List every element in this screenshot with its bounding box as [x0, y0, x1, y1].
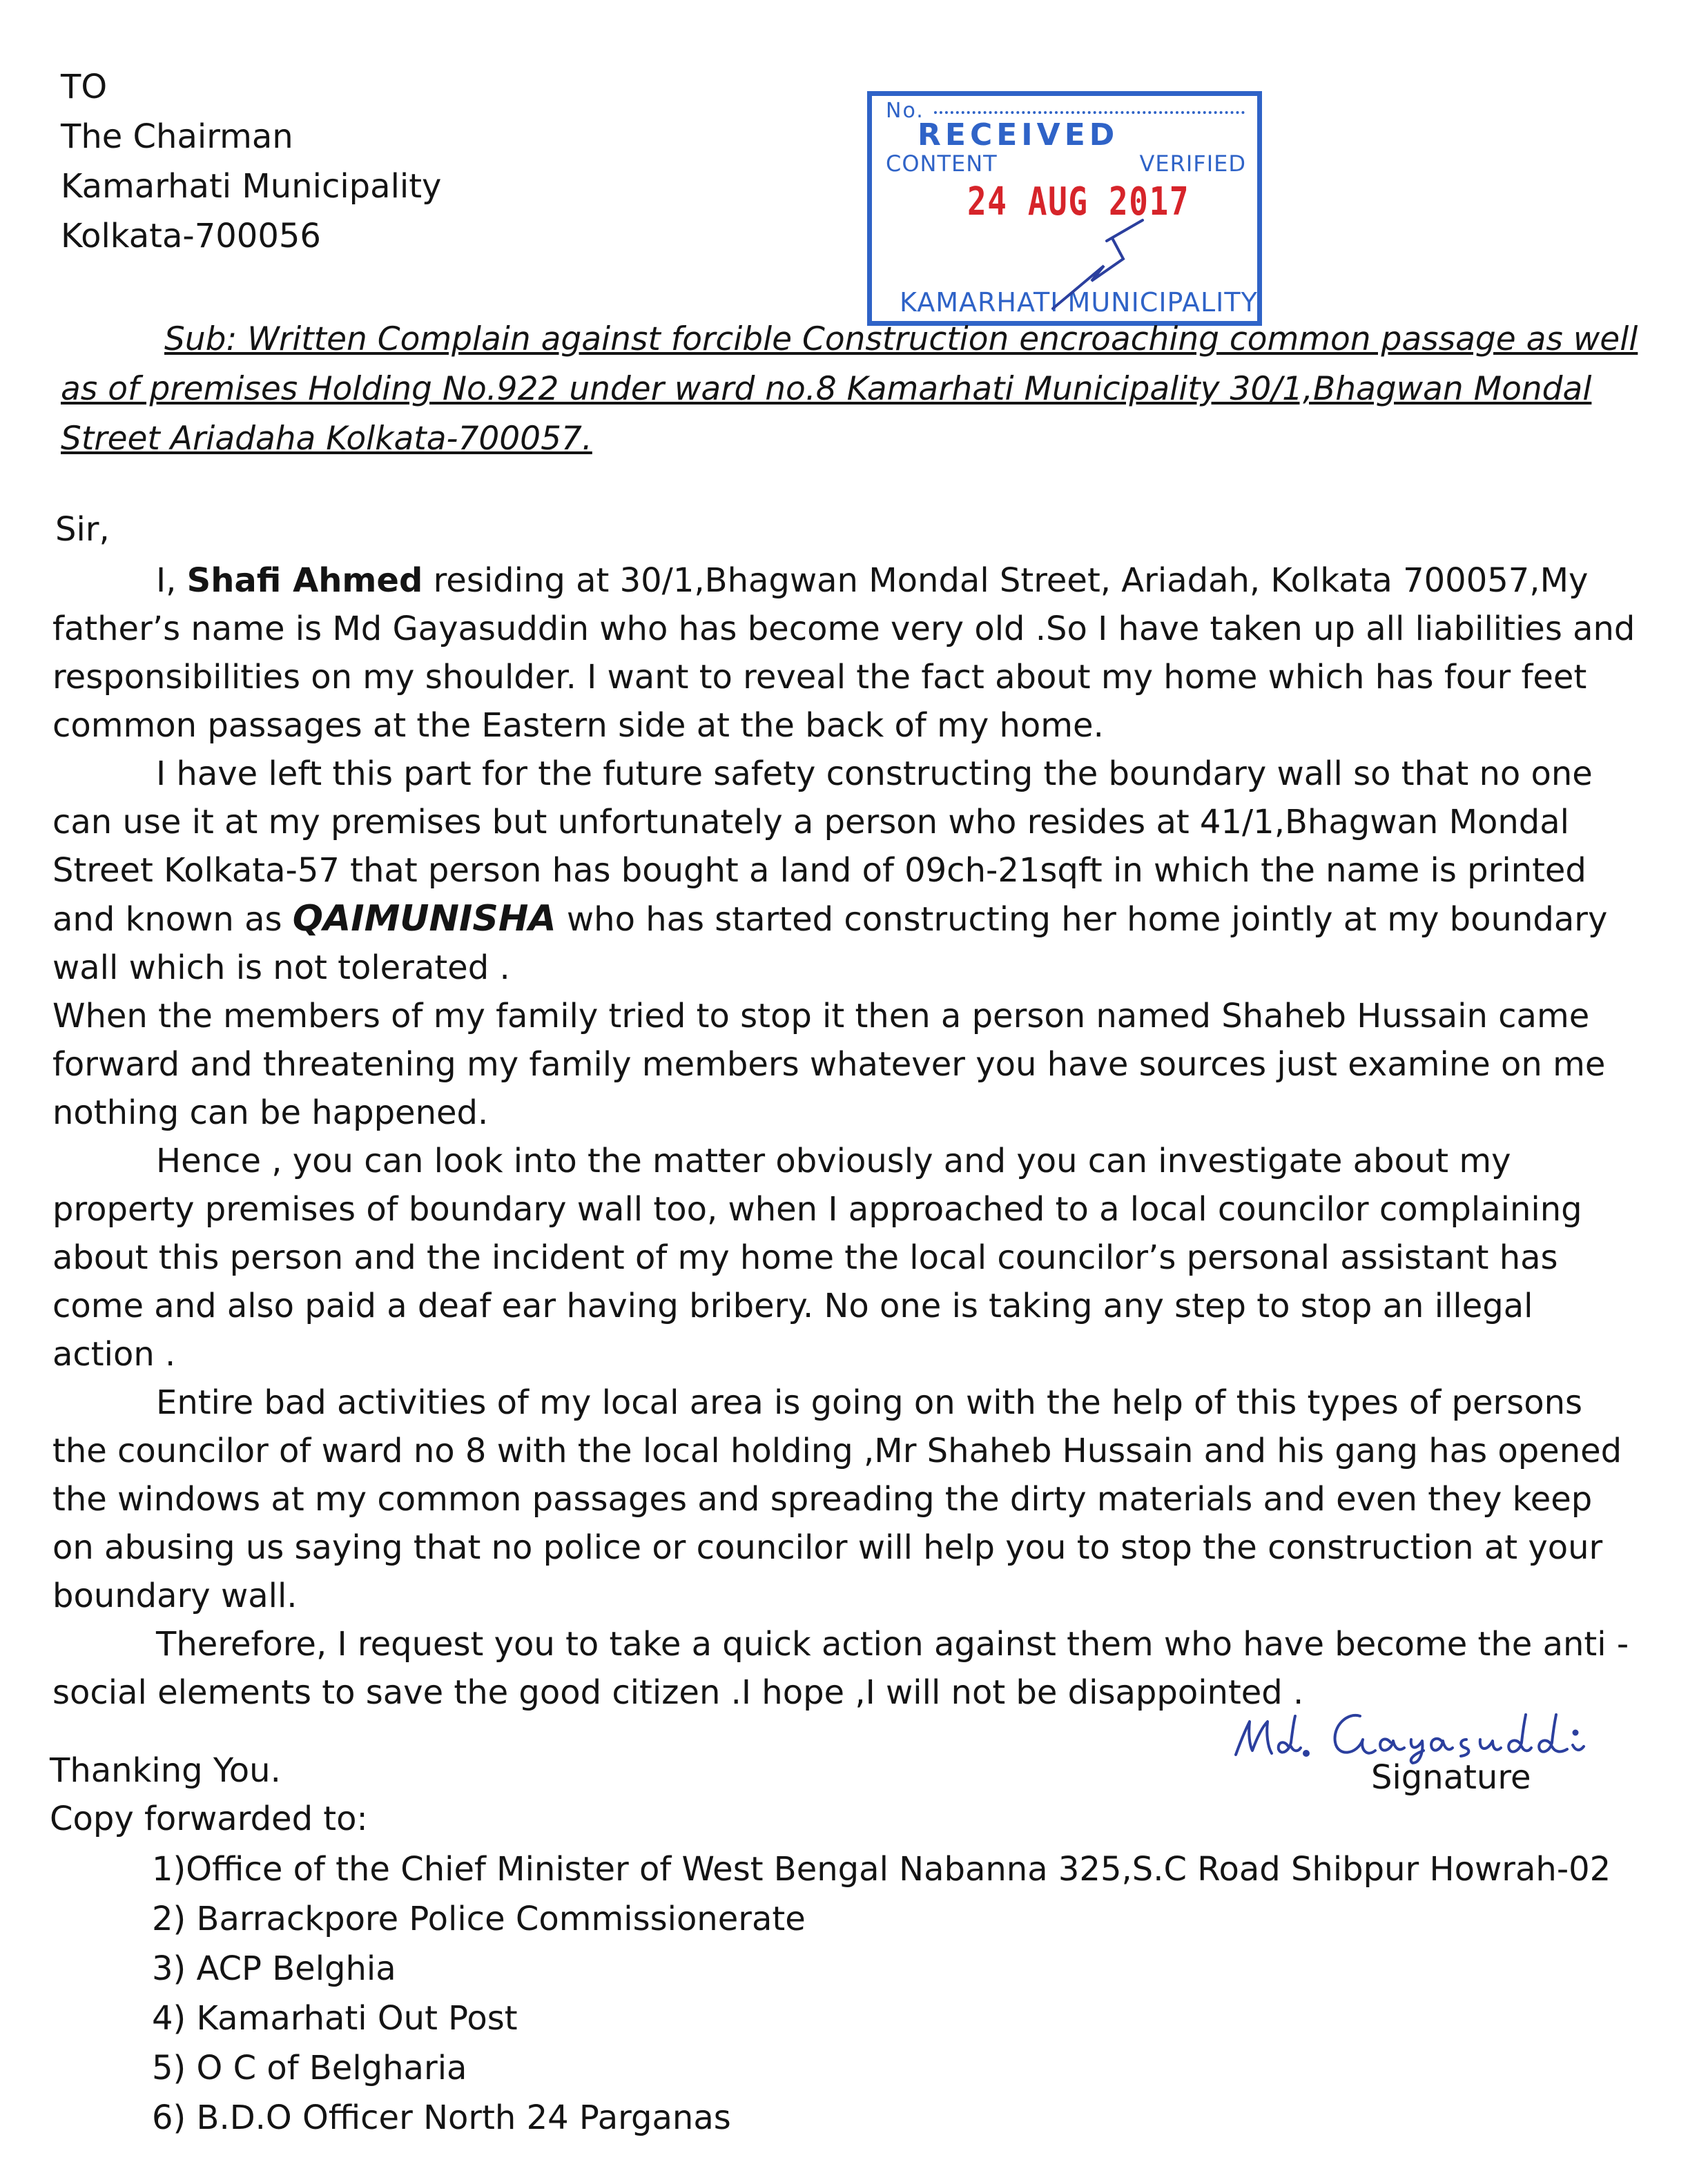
received-stamp — [867, 91, 1262, 326]
salutation: Sir, — [55, 510, 110, 549]
stamp-content-label: CONTENT — [886, 150, 998, 177]
stamp-office: KAMARHATI MUNICIPALITY — [900, 287, 1258, 318]
stamp-date: 24 AUG 2017 — [967, 179, 1190, 224]
stamp-verified: VERIFIED — [1139, 150, 1246, 177]
stamp-initial-scribble — [872, 96, 1267, 331]
list-item: 1)Office of the Chief Minister of West Bengal Nabanna 325,S.C Road Shibpur Howrah-02 — [152, 1850, 1611, 1889]
copy-forwarded-list — [152, 1844, 1611, 2143]
paragraph-5: Entire bad activities of my local area is going on with the help of this types of persons the councilor of ward no 8 with the local holding ,Mr Shaheb Hussain and his gang has opened the windows at my common passages and spreading the dirty materials and even they keep on abusing us saying that no police or councilor will help you to stop the construction at your boundary wall. — [52, 1383, 1622, 1615]
subject-text: Sub: Written Complain against forcible Construction encroaching common passage as well as of premises Holding No.922 under ward no.8 Kamarhati Municipality 30/1,Bhagwan Mondal Street Ariadaha Kolkata-700057. — [61, 320, 1638, 458]
accused-name: QAIMUNISHA — [292, 898, 556, 939]
list-item: 6) B.D.O Officer North 24 Parganas — [152, 2098, 731, 2137]
list-item: 4) Kamarhati Out Post — [152, 1999, 518, 2038]
list-item: 3) ACP Belghia — [152, 1949, 396, 1988]
address-to: TO — [61, 68, 108, 106]
paragraph-3: When the members of my family tried to stop it then a person named Shaheb Hussain came forward and threatening my family members whatever you have sources just examine on me nothing can be happened. — [52, 997, 1606, 1132]
subject-line — [61, 315, 1649, 464]
stamp-received: RECEIVED — [918, 117, 1119, 153]
stamp-no-label: No. — [886, 99, 924, 123]
address-title: The Chairman — [61, 117, 293, 156]
paragraph-2: I have left this part for the future safety constructing the boundary wall so that no one can use it at my premises but unfortunately a person who resides at 41/1,Bhagwan Mondal Street Kolkata-57 that person has bought a land of 09ch-21sqft in which the name is printed and known as QAIMUNISHA who has started constructing her home jointly at my boundary wall which is not tolerated . — [52, 754, 1608, 987]
address-organization: Kamarhati Municipality — [61, 167, 442, 206]
signature-label: Signature — [1371, 1758, 1531, 1797]
copy-forwarded-title: Copy forwarded to: — [50, 1800, 368, 1838]
paragraph-6: Therefore, I request you to take a quick action against them who have become the anti - social elements to save the good citizen .I hope ,I will not be disappointed . — [52, 1625, 1629, 1712]
recipient-address — [61, 62, 441, 261]
closing: Thanking You. — [50, 1751, 281, 1790]
paragraph-1: I, Shafi Ahmed residing at 30/1,Bhagwan Mondal Street, Ariadah, Kolkata 700057,My father’s name is Md Gayasuddin who has become very old .So I have taken up all liabilities and responsibilities on my shoulder. I want to reveal the fact about my home which has four feet common passages at the Eastern side at the back of my home. — [52, 561, 1636, 745]
complainant-name: Shafi Ahmed — [186, 561, 423, 600]
list-item: 2) Barrackpore Police Commissionerate — [152, 1900, 806, 1938]
address-city: Kolkata-700056 — [61, 217, 321, 255]
list-item: 5) O C of Belgharia — [152, 2049, 467, 2087]
paragraph-4: Hence , you can look into the matter obviously and you can investigate about my property premises of boundary wall too, when I approached to a local councilor complaining about this person and the incident of my home the local councilor’s personal assistant has come and also paid a deaf ear having bribery. No one is taking any step to stop an illegal action . — [52, 1142, 1582, 1374]
letter-body — [52, 556, 1640, 1717]
